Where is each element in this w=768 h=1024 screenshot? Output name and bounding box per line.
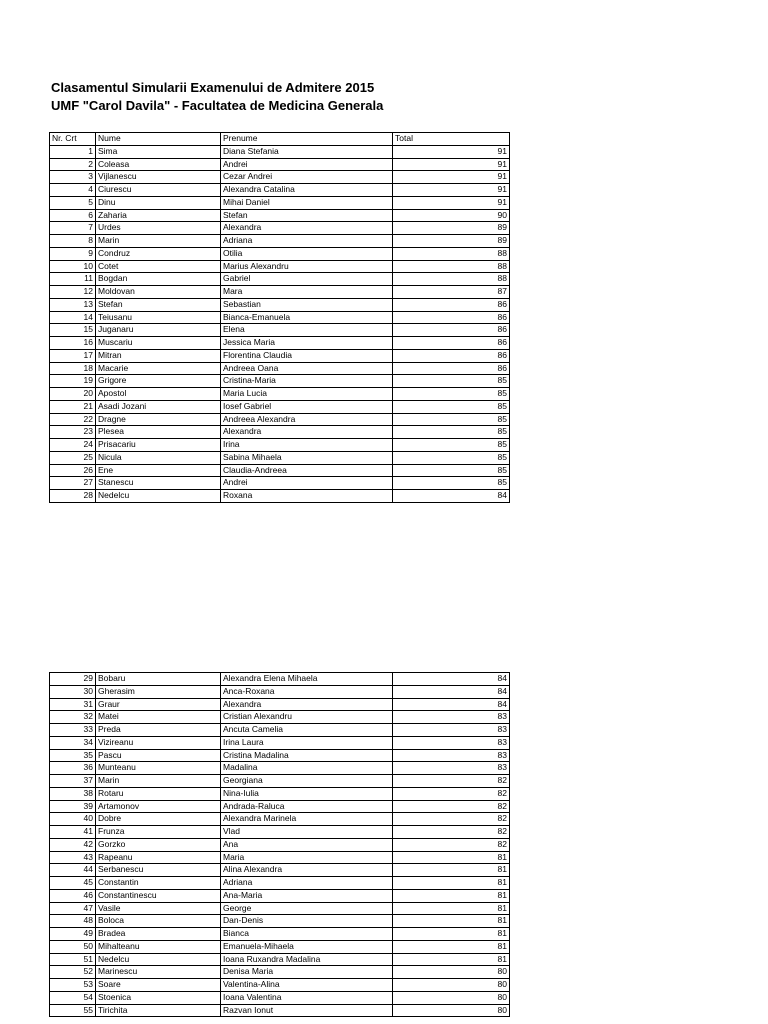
table-row — [50, 477, 510, 490]
last-name-cell: Graur — [96, 698, 221, 711]
table-row — [50, 426, 510, 439]
table-row — [50, 724, 510, 737]
total-cell: 87 — [393, 286, 510, 299]
last-name-cell: Asadi Jozani — [96, 400, 221, 413]
first-name-cell: Maria Lucia — [221, 388, 393, 401]
total-cell: 85 — [393, 477, 510, 490]
last-name-cell: Ciurescu — [96, 184, 221, 197]
rank-cell: 25 — [50, 451, 96, 464]
rank-cell: 11 — [50, 273, 96, 286]
total-cell: 85 — [393, 464, 510, 477]
column-header: Nr. Crt — [50, 133, 96, 146]
column-header: Nume — [96, 133, 221, 146]
last-name-cell: Muscariu — [96, 337, 221, 350]
document-subtitle: UMF "Carol Davila" - Facultatea de Medicina Generala — [51, 98, 384, 113]
first-name-cell: Ancuta Camelia — [221, 724, 393, 737]
total-cell: 82 — [393, 800, 510, 813]
first-name-cell: Ana-Maria — [221, 889, 393, 902]
total-cell: 81 — [393, 877, 510, 890]
last-name-cell: Stanescu — [96, 477, 221, 490]
last-name-cell: Coleasa — [96, 158, 221, 171]
total-cell: 82 — [393, 813, 510, 826]
table-row — [50, 673, 510, 686]
first-name-cell: Razvan Ionut — [221, 1004, 393, 1017]
total-cell: 82 — [393, 775, 510, 788]
last-name-cell: Condruz — [96, 247, 221, 260]
rank-cell: 14 — [50, 311, 96, 324]
rank-cell: 21 — [50, 400, 96, 413]
first-name-cell: Emanuela-Mihaela — [221, 940, 393, 953]
table-row — [50, 813, 510, 826]
first-name-cell: Cristina-Maria — [221, 375, 393, 388]
table-row — [50, 698, 510, 711]
last-name-cell: Nicula — [96, 451, 221, 464]
table-row — [50, 928, 510, 941]
rank-cell: 43 — [50, 851, 96, 864]
first-name-cell: Vlad — [221, 826, 393, 839]
table-row — [50, 235, 510, 248]
total-cell: 81 — [393, 928, 510, 941]
total-cell: 91 — [393, 145, 510, 158]
rank-cell: 39 — [50, 800, 96, 813]
last-name-cell: Moldovan — [96, 286, 221, 299]
first-name-cell: Cristian Alexandru — [221, 711, 393, 724]
table-row — [50, 991, 510, 1004]
table-row — [50, 311, 510, 324]
total-cell: 86 — [393, 362, 510, 375]
last-name-cell: Rotaru — [96, 787, 221, 800]
last-name-cell: Mitran — [96, 349, 221, 362]
rank-cell: 52 — [50, 966, 96, 979]
rank-cell: 7 — [50, 222, 96, 235]
last-name-cell: Vizireanu — [96, 736, 221, 749]
total-cell: 83 — [393, 711, 510, 724]
last-name-cell: Bogdan — [96, 273, 221, 286]
first-name-cell: Alina Alexandra — [221, 864, 393, 877]
rank-cell: 26 — [50, 464, 96, 477]
rank-cell: 1 — [50, 145, 96, 158]
rank-cell: 37 — [50, 775, 96, 788]
first-name-cell: George — [221, 902, 393, 915]
total-cell: 85 — [393, 400, 510, 413]
table-row — [50, 209, 510, 222]
rank-cell: 27 — [50, 477, 96, 490]
first-name-cell: Alexandra — [221, 698, 393, 711]
first-name-cell: Andreea Alexandra — [221, 413, 393, 426]
last-name-cell: Nedelcu — [96, 490, 221, 503]
first-name-cell: Roxana — [221, 490, 393, 503]
last-name-cell: Plesea — [96, 426, 221, 439]
last-name-cell: Vijlanescu — [96, 171, 221, 184]
rank-cell: 8 — [50, 235, 96, 248]
rank-cell: 30 — [50, 685, 96, 698]
table-row — [50, 324, 510, 337]
first-name-cell: Elena — [221, 324, 393, 337]
table-row — [50, 337, 510, 350]
rank-cell: 22 — [50, 413, 96, 426]
last-name-cell: Stefan — [96, 298, 221, 311]
first-name-cell: Florentina Claudia — [221, 349, 393, 362]
first-name-cell: Diana Stefania — [221, 145, 393, 158]
first-name-cell: Andreea Oana — [221, 362, 393, 375]
first-name-cell: Alexandra — [221, 426, 393, 439]
total-cell: 81 — [393, 864, 510, 877]
total-cell: 83 — [393, 762, 510, 775]
rank-cell: 40 — [50, 813, 96, 826]
total-cell: 84 — [393, 490, 510, 503]
table-row — [50, 749, 510, 762]
first-name-cell: Marius Alexandru — [221, 260, 393, 273]
table-row — [50, 222, 510, 235]
last-name-cell: Bradea — [96, 928, 221, 941]
first-name-cell: Ioana Ruxandra Madalina — [221, 953, 393, 966]
rank-cell: 54 — [50, 991, 96, 1004]
total-cell: 82 — [393, 787, 510, 800]
total-cell: 82 — [393, 826, 510, 839]
total-cell: 80 — [393, 1004, 510, 1017]
last-name-cell: Apostol — [96, 388, 221, 401]
table-row — [50, 762, 510, 775]
rank-cell: 48 — [50, 915, 96, 928]
total-cell: 81 — [393, 915, 510, 928]
first-name-cell: Georgiana — [221, 775, 393, 788]
table-row — [50, 451, 510, 464]
last-name-cell: Bobaru — [96, 673, 221, 686]
table-row — [50, 711, 510, 724]
rank-cell: 33 — [50, 724, 96, 737]
first-name-cell: Madalina — [221, 762, 393, 775]
rank-cell: 45 — [50, 877, 96, 890]
rank-cell: 42 — [50, 838, 96, 851]
rank-cell: 5 — [50, 196, 96, 209]
total-cell: 89 — [393, 222, 510, 235]
rank-cell: 18 — [50, 362, 96, 375]
total-cell: 81 — [393, 889, 510, 902]
table-row — [50, 464, 510, 477]
rank-cell: 20 — [50, 388, 96, 401]
last-name-cell: Constantin — [96, 877, 221, 890]
total-cell: 81 — [393, 902, 510, 915]
table-row — [50, 838, 510, 851]
first-name-cell: Stefan — [221, 209, 393, 222]
total-cell: 85 — [393, 413, 510, 426]
last-name-cell: Soare — [96, 979, 221, 992]
table-row — [50, 158, 510, 171]
table-row — [50, 171, 510, 184]
last-name-cell: Macarie — [96, 362, 221, 375]
total-cell: 81 — [393, 851, 510, 864]
total-cell: 91 — [393, 196, 510, 209]
last-name-cell: Gorzko — [96, 838, 221, 851]
rank-cell: 29 — [50, 673, 96, 686]
last-name-cell: Tirichita — [96, 1004, 221, 1017]
last-name-cell: Sima — [96, 145, 221, 158]
table-row — [50, 940, 510, 953]
last-name-cell: Pascu — [96, 749, 221, 762]
first-name-cell: Sebastian — [221, 298, 393, 311]
rank-cell: 50 — [50, 940, 96, 953]
last-name-cell: Rapeanu — [96, 851, 221, 864]
total-cell: 91 — [393, 171, 510, 184]
table-row — [50, 247, 510, 260]
rank-cell: 3 — [50, 171, 96, 184]
last-name-cell: Cotet — [96, 260, 221, 273]
rank-cell: 19 — [50, 375, 96, 388]
document-title: Clasamentul Simularii Examenului de Admitere 2015 — [51, 80, 375, 95]
column-header: Prenume — [221, 133, 393, 146]
first-name-cell: Alexandra Marinela — [221, 813, 393, 826]
rank-cell: 31 — [50, 698, 96, 711]
first-name-cell: Adriana — [221, 877, 393, 890]
first-name-cell: Ioana Valentina — [221, 991, 393, 1004]
total-cell: 86 — [393, 324, 510, 337]
last-name-cell: Boloca — [96, 915, 221, 928]
rank-cell: 16 — [50, 337, 96, 350]
column-header: Total — [393, 133, 510, 146]
last-name-cell: Constantinescu — [96, 889, 221, 902]
rank-cell: 47 — [50, 902, 96, 915]
rank-cell: 51 — [50, 953, 96, 966]
total-cell: 88 — [393, 273, 510, 286]
first-name-cell: Anca-Roxana — [221, 685, 393, 698]
total-cell: 84 — [393, 673, 510, 686]
first-name-cell: Andrada-Raluca — [221, 800, 393, 813]
last-name-cell: Frunza — [96, 826, 221, 839]
first-name-cell: Alexandra Elena Mihaela — [221, 673, 393, 686]
rank-cell: 36 — [50, 762, 96, 775]
first-name-cell: Irina — [221, 439, 393, 452]
total-cell: 84 — [393, 698, 510, 711]
total-cell: 85 — [393, 439, 510, 452]
rank-cell: 2 — [50, 158, 96, 171]
table-row — [50, 902, 510, 915]
rank-cell: 34 — [50, 736, 96, 749]
table-row — [50, 953, 510, 966]
first-name-cell: Alexandra — [221, 222, 393, 235]
total-cell: 85 — [393, 426, 510, 439]
total-cell: 86 — [393, 298, 510, 311]
table-row — [50, 145, 510, 158]
last-name-cell: Marin — [96, 235, 221, 248]
table-row — [50, 490, 510, 503]
total-cell: 80 — [393, 966, 510, 979]
table-row — [50, 413, 510, 426]
last-name-cell: Teiusanu — [96, 311, 221, 324]
last-name-cell: Zaharia — [96, 209, 221, 222]
first-name-cell: Otilia — [221, 247, 393, 260]
table-row — [50, 362, 510, 375]
first-name-cell: Andrei — [221, 477, 393, 490]
total-cell: 91 — [393, 184, 510, 197]
rank-cell: 12 — [50, 286, 96, 299]
last-name-cell: Mihalteanu — [96, 940, 221, 953]
last-name-cell: Nedelcu — [96, 953, 221, 966]
last-name-cell: Preda — [96, 724, 221, 737]
total-cell: 89 — [393, 235, 510, 248]
table-row — [50, 787, 510, 800]
table-row — [50, 877, 510, 890]
total-cell: 85 — [393, 388, 510, 401]
ranking-table-page-2 — [49, 672, 510, 1017]
first-name-cell: Iosef Gabriel — [221, 400, 393, 413]
first-name-cell: Maria — [221, 851, 393, 864]
table-header-row — [50, 133, 510, 146]
first-name-cell: Mihai Daniel — [221, 196, 393, 209]
last-name-cell: Grigore — [96, 375, 221, 388]
table-row — [50, 1004, 510, 1017]
table-row — [50, 864, 510, 877]
table-row — [50, 800, 510, 813]
first-name-cell: Nina-Iulia — [221, 787, 393, 800]
table-row — [50, 196, 510, 209]
table-row — [50, 260, 510, 273]
total-cell: 88 — [393, 247, 510, 260]
total-cell: 80 — [393, 979, 510, 992]
total-cell: 91 — [393, 158, 510, 171]
table-row — [50, 349, 510, 362]
table-row — [50, 273, 510, 286]
table-row — [50, 298, 510, 311]
table-row — [50, 685, 510, 698]
total-cell: 84 — [393, 685, 510, 698]
rank-cell: 35 — [50, 749, 96, 762]
total-cell: 81 — [393, 953, 510, 966]
total-cell: 86 — [393, 311, 510, 324]
total-cell: 83 — [393, 724, 510, 737]
last-name-cell: Munteanu — [96, 762, 221, 775]
rank-cell: 46 — [50, 889, 96, 902]
first-name-cell: Irina Laura — [221, 736, 393, 749]
first-name-cell: Claudia-Andreea — [221, 464, 393, 477]
rank-cell: 55 — [50, 1004, 96, 1017]
first-name-cell: Sabina Mihaela — [221, 451, 393, 464]
rank-cell: 4 — [50, 184, 96, 197]
first-name-cell: Dan-Denis — [221, 915, 393, 928]
last-name-cell: Dragne — [96, 413, 221, 426]
rank-cell: 17 — [50, 349, 96, 362]
rank-cell: 15 — [50, 324, 96, 337]
table-row — [50, 736, 510, 749]
rank-cell: 38 — [50, 787, 96, 800]
last-name-cell: Prisacariu — [96, 439, 221, 452]
table-row — [50, 439, 510, 452]
rank-cell: 23 — [50, 426, 96, 439]
last-name-cell: Ene — [96, 464, 221, 477]
rank-cell: 53 — [50, 979, 96, 992]
rank-cell: 44 — [50, 864, 96, 877]
first-name-cell: Jessica Maria — [221, 337, 393, 350]
rank-cell: 9 — [50, 247, 96, 260]
table-row — [50, 286, 510, 299]
table-row — [50, 979, 510, 992]
total-cell: 81 — [393, 940, 510, 953]
last-name-cell: Serbanescu — [96, 864, 221, 877]
table-row — [50, 826, 510, 839]
table-row — [50, 966, 510, 979]
first-name-cell: Gabriel — [221, 273, 393, 286]
total-cell: 86 — [393, 349, 510, 362]
table-row — [50, 184, 510, 197]
first-name-cell: Alexandra Catalina — [221, 184, 393, 197]
rank-cell: 24 — [50, 439, 96, 452]
first-name-cell: Cristina Madalina — [221, 749, 393, 762]
first-name-cell: Bianca-Emanuela — [221, 311, 393, 324]
rank-cell: 28 — [50, 490, 96, 503]
first-name-cell: Valentina-Alina — [221, 979, 393, 992]
rank-cell: 49 — [50, 928, 96, 941]
first-name-cell: Ana — [221, 838, 393, 851]
last-name-cell: Matei — [96, 711, 221, 724]
table-row — [50, 851, 510, 864]
first-name-cell: Andrei — [221, 158, 393, 171]
last-name-cell: Artamonov — [96, 800, 221, 813]
last-name-cell: Stoenica — [96, 991, 221, 1004]
first-name-cell: Adriana — [221, 235, 393, 248]
rank-cell: 13 — [50, 298, 96, 311]
total-cell: 86 — [393, 337, 510, 350]
last-name-cell: Dinu — [96, 196, 221, 209]
rank-cell: 10 — [50, 260, 96, 273]
total-cell: 88 — [393, 260, 510, 273]
total-cell: 83 — [393, 749, 510, 762]
total-cell: 82 — [393, 838, 510, 851]
first-name-cell: Bianca — [221, 928, 393, 941]
first-name-cell: Denisa Maria — [221, 966, 393, 979]
total-cell: 83 — [393, 736, 510, 749]
table-row — [50, 388, 510, 401]
rank-cell: 41 — [50, 826, 96, 839]
first-name-cell: Mara — [221, 286, 393, 299]
total-cell: 85 — [393, 451, 510, 464]
total-cell: 80 — [393, 991, 510, 1004]
last-name-cell: Gherasim — [96, 685, 221, 698]
last-name-cell: Urdes — [96, 222, 221, 235]
table-row — [50, 775, 510, 788]
total-cell: 85 — [393, 375, 510, 388]
total-cell: 90 — [393, 209, 510, 222]
rank-cell: 32 — [50, 711, 96, 724]
table-row — [50, 375, 510, 388]
table-row — [50, 400, 510, 413]
last-name-cell: Marinescu — [96, 966, 221, 979]
rank-cell: 6 — [50, 209, 96, 222]
last-name-cell: Marin — [96, 775, 221, 788]
ranking-table-page-1 — [49, 132, 510, 503]
last-name-cell: Dobre — [96, 813, 221, 826]
last-name-cell: Vasile — [96, 902, 221, 915]
first-name-cell: Cezar Andrei — [221, 171, 393, 184]
table-row — [50, 889, 510, 902]
last-name-cell: Juganaru — [96, 324, 221, 337]
table-row — [50, 915, 510, 928]
